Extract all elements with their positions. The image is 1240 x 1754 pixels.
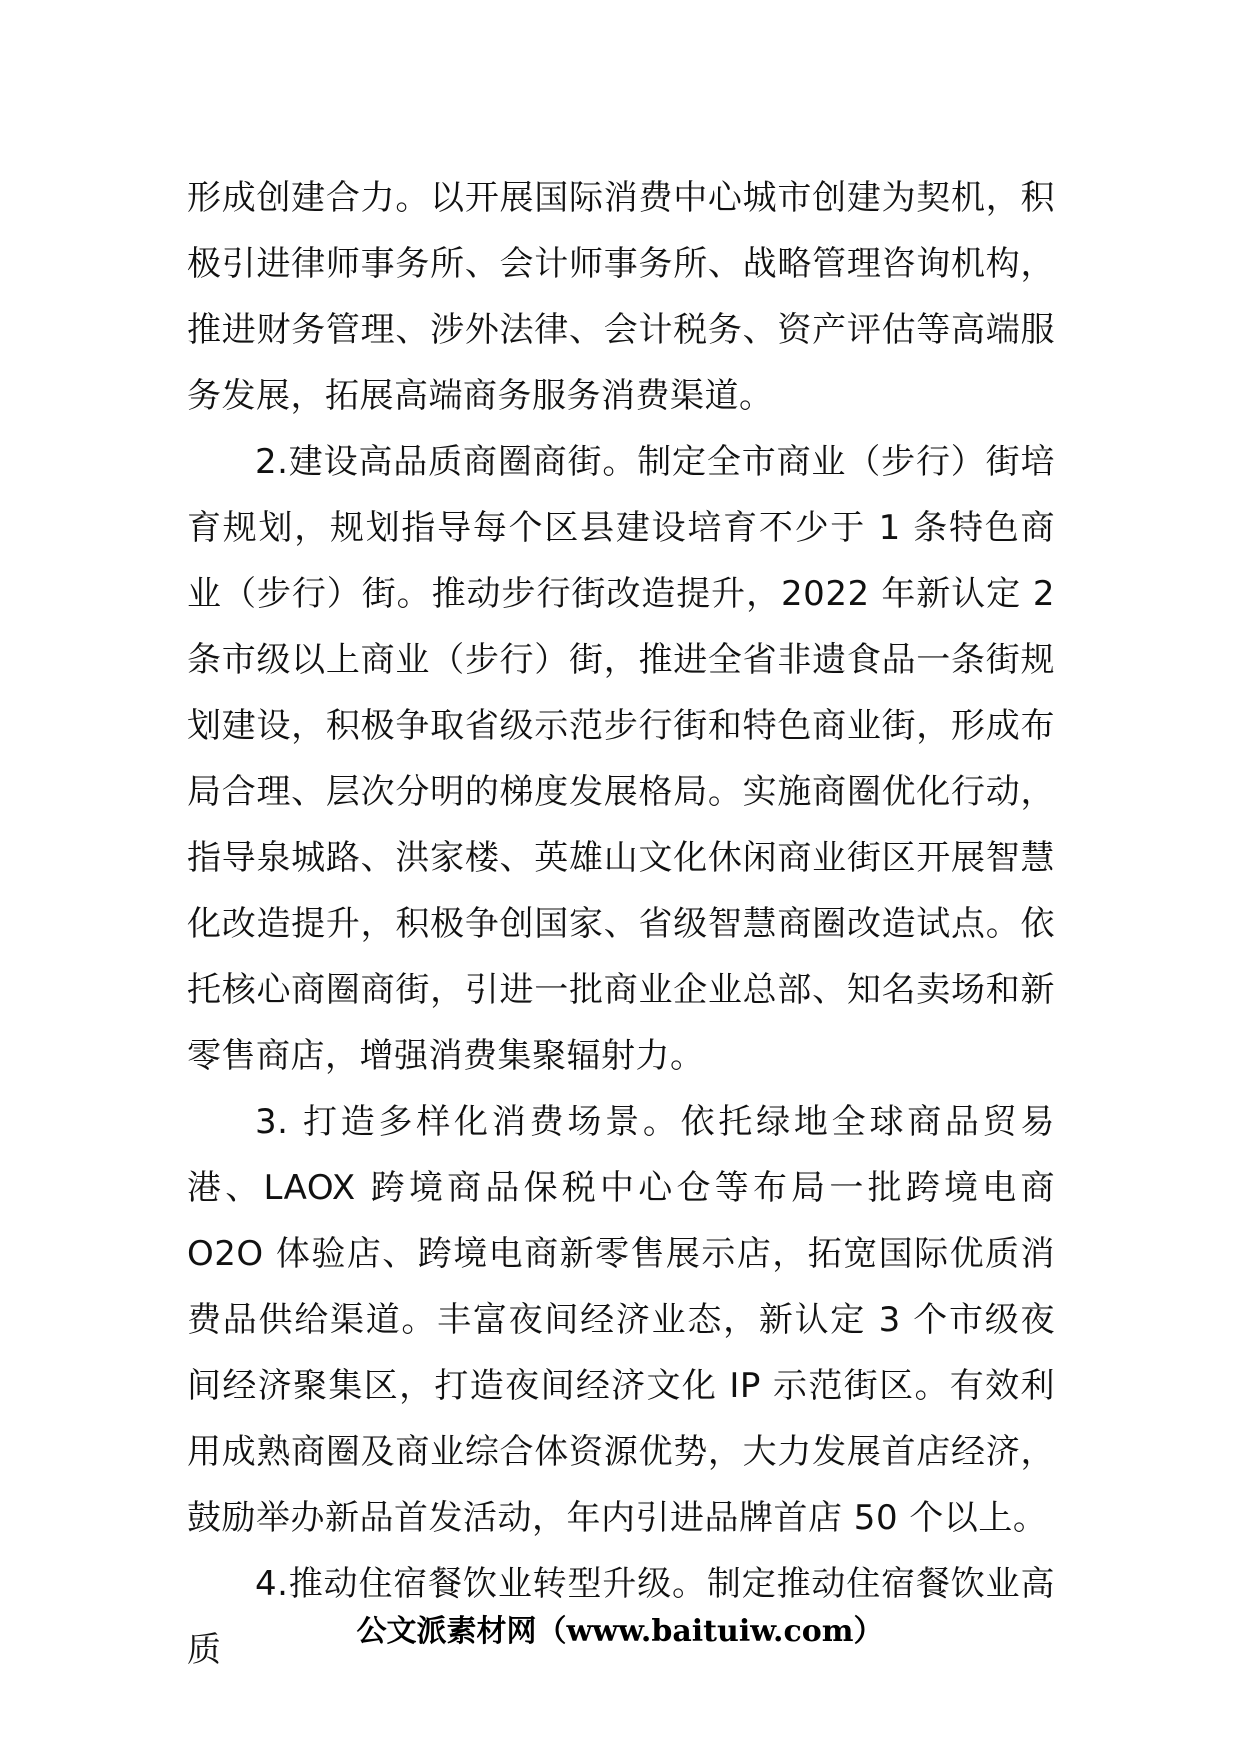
paragraph-1: 形成创建合力。以开展国际消费中心城市创建为契机，积极引进律师事务所、会计师事务所、战略管理咨询机构，推进财务管理、涉外法律、会计税务、资产评估等高端服务发展，拓展高端商务服务消费渠道。: [187, 178, 1055, 416]
paragraph-4: 4.推动住宿餐饮业转型升级。制定推动住宿餐饮业高质: [187, 1564, 1055, 1670]
paragraph-2: 2.建设高品质商圈商街。制定全市商业（步行）街培育规划，规划指导每个区县建设培育不少于 1 条特色商业（步行）街。推动步行街改造提升，2022 年新认定 2 条市级以上商业（步行）街，推进全省非遗食品一条街规划建设，积极争取省级示范步行街和特色商业街，形成布局合理、层次分明的梯度发展格局。实施商圈优化行动，指导泉城路、洪家楼、英雄山文化休闲商业街区开展智慧化改造提升，积极争创国家、省级智慧商圈改造试点。依托核心商圈商街，引进一批商业企业总部、知名卖场和新零售商店，增强消费集聚辐射力。: [187, 442, 1055, 1076]
paragraph-3: 3. 打造多样化消费场景。依托绿地全球商品贸易港、LAOX 跨境商品保税中心仓等布局一批跨境电商 O2O 体验店、跨境电商新零售展示店，拓宽国际优质消费品供给渠道。丰富夜间经济业态，新认定 3 个市级夜间经济聚集区，打造夜间经济文化 IP 示范街区。有效利用成熟商圈及商业综合体资源优势，大力发展首店经济，鼓励举办新品首发活动，年内引进品牌首店 50 个以上。: [187, 1102, 1055, 1538]
body-text: [187, 165, 1055, 1683]
footer-watermark: 公文派素材网（www.baituiw.com）: [356, 1614, 884, 1649]
